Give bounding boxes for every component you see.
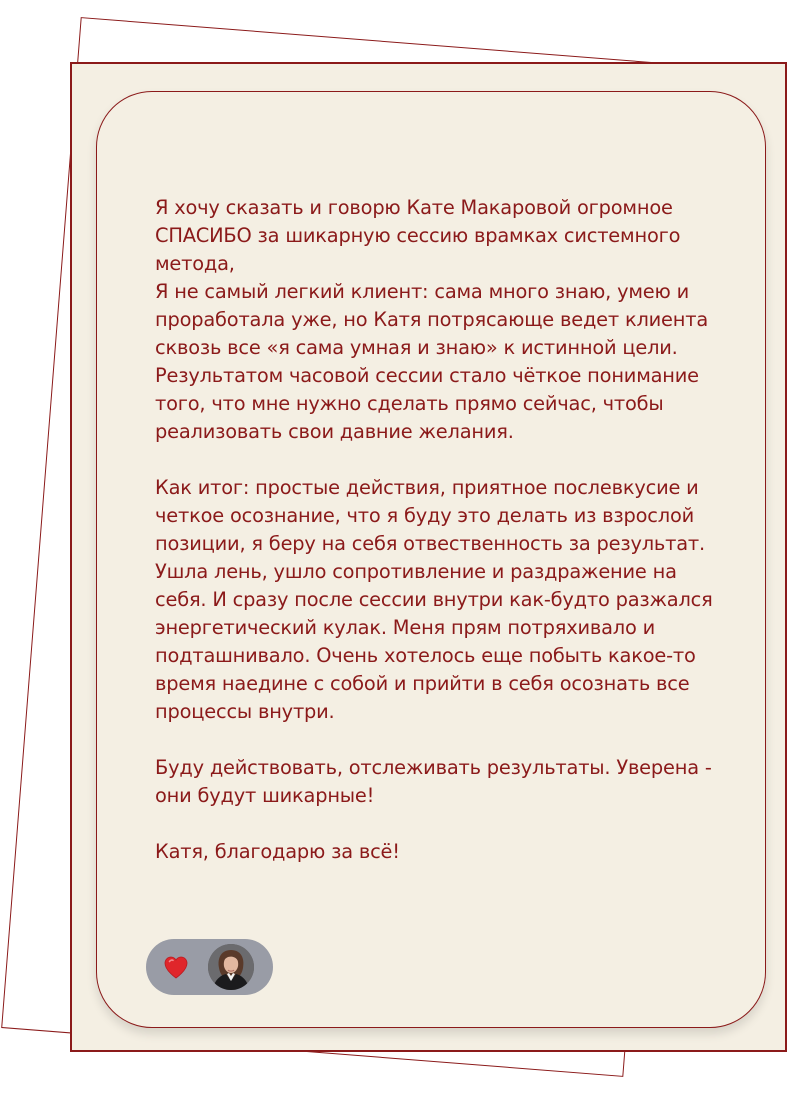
- review-line: Буду действовать, отслеживать результаты. Уверена -: [155, 756, 712, 779]
- review-text: [155, 194, 725, 866]
- review-line: Результатом часовой сессии стало чёткое понимание: [155, 364, 699, 387]
- review-line: Катя, благодарю за всё!: [155, 840, 400, 863]
- review-line: Ушла лень, ушло сопротивление и раздражение на: [155, 560, 677, 583]
- review-line: того, что мне нужно сделать прямо сейчас, чтобы: [155, 392, 664, 415]
- avatar[interactable]: [208, 944, 254, 990]
- review-line: они будут шикарные!: [155, 784, 375, 807]
- review-paragraph-4: [155, 838, 725, 866]
- review-line: реализовать свои давние желания.: [155, 420, 514, 443]
- review-line: энергетический кулак. Меня прям потряхивало и: [155, 616, 656, 639]
- review-paragraph-3: [155, 754, 725, 810]
- review-line: сквозь все «я сама умная и знаю» к истинной цели.: [155, 336, 678, 359]
- review-paragraph-1: [155, 194, 725, 446]
- reaction-badge[interactable]: [146, 939, 273, 995]
- review-line: Я хочу сказать и говорю Кате Макаровой огромное: [155, 196, 673, 219]
- review-line: процессы внутри.: [155, 700, 335, 723]
- review-line: Я не самый легкий клиент: сама много знаю, умею и: [155, 280, 689, 303]
- review-line: проработала уже, но Катя потрясающе ведет клиента: [155, 308, 709, 331]
- review-line: позиции, я беру на себя отвественность за результат.: [155, 532, 705, 555]
- review-line: себя. И сразу после сессии внутри как-будто разжался: [155, 588, 713, 611]
- review-line: время наедине с собой и прийти в себя осознать все: [155, 672, 690, 695]
- review-line: Как итог: простые действия, приятное послевкусие и: [155, 476, 699, 499]
- review-line: СПАСИБО за шикарную сессию врамках системного: [155, 224, 681, 247]
- review-line: четкое осознание, что я буду это делать из взрослой: [155, 504, 695, 527]
- heart-icon: [162, 953, 190, 981]
- review-line: метода,: [155, 252, 235, 275]
- review-paragraph-2: [155, 474, 725, 726]
- review-line: подташнивало. Очень хотелось еще побыть какое-то: [155, 644, 696, 667]
